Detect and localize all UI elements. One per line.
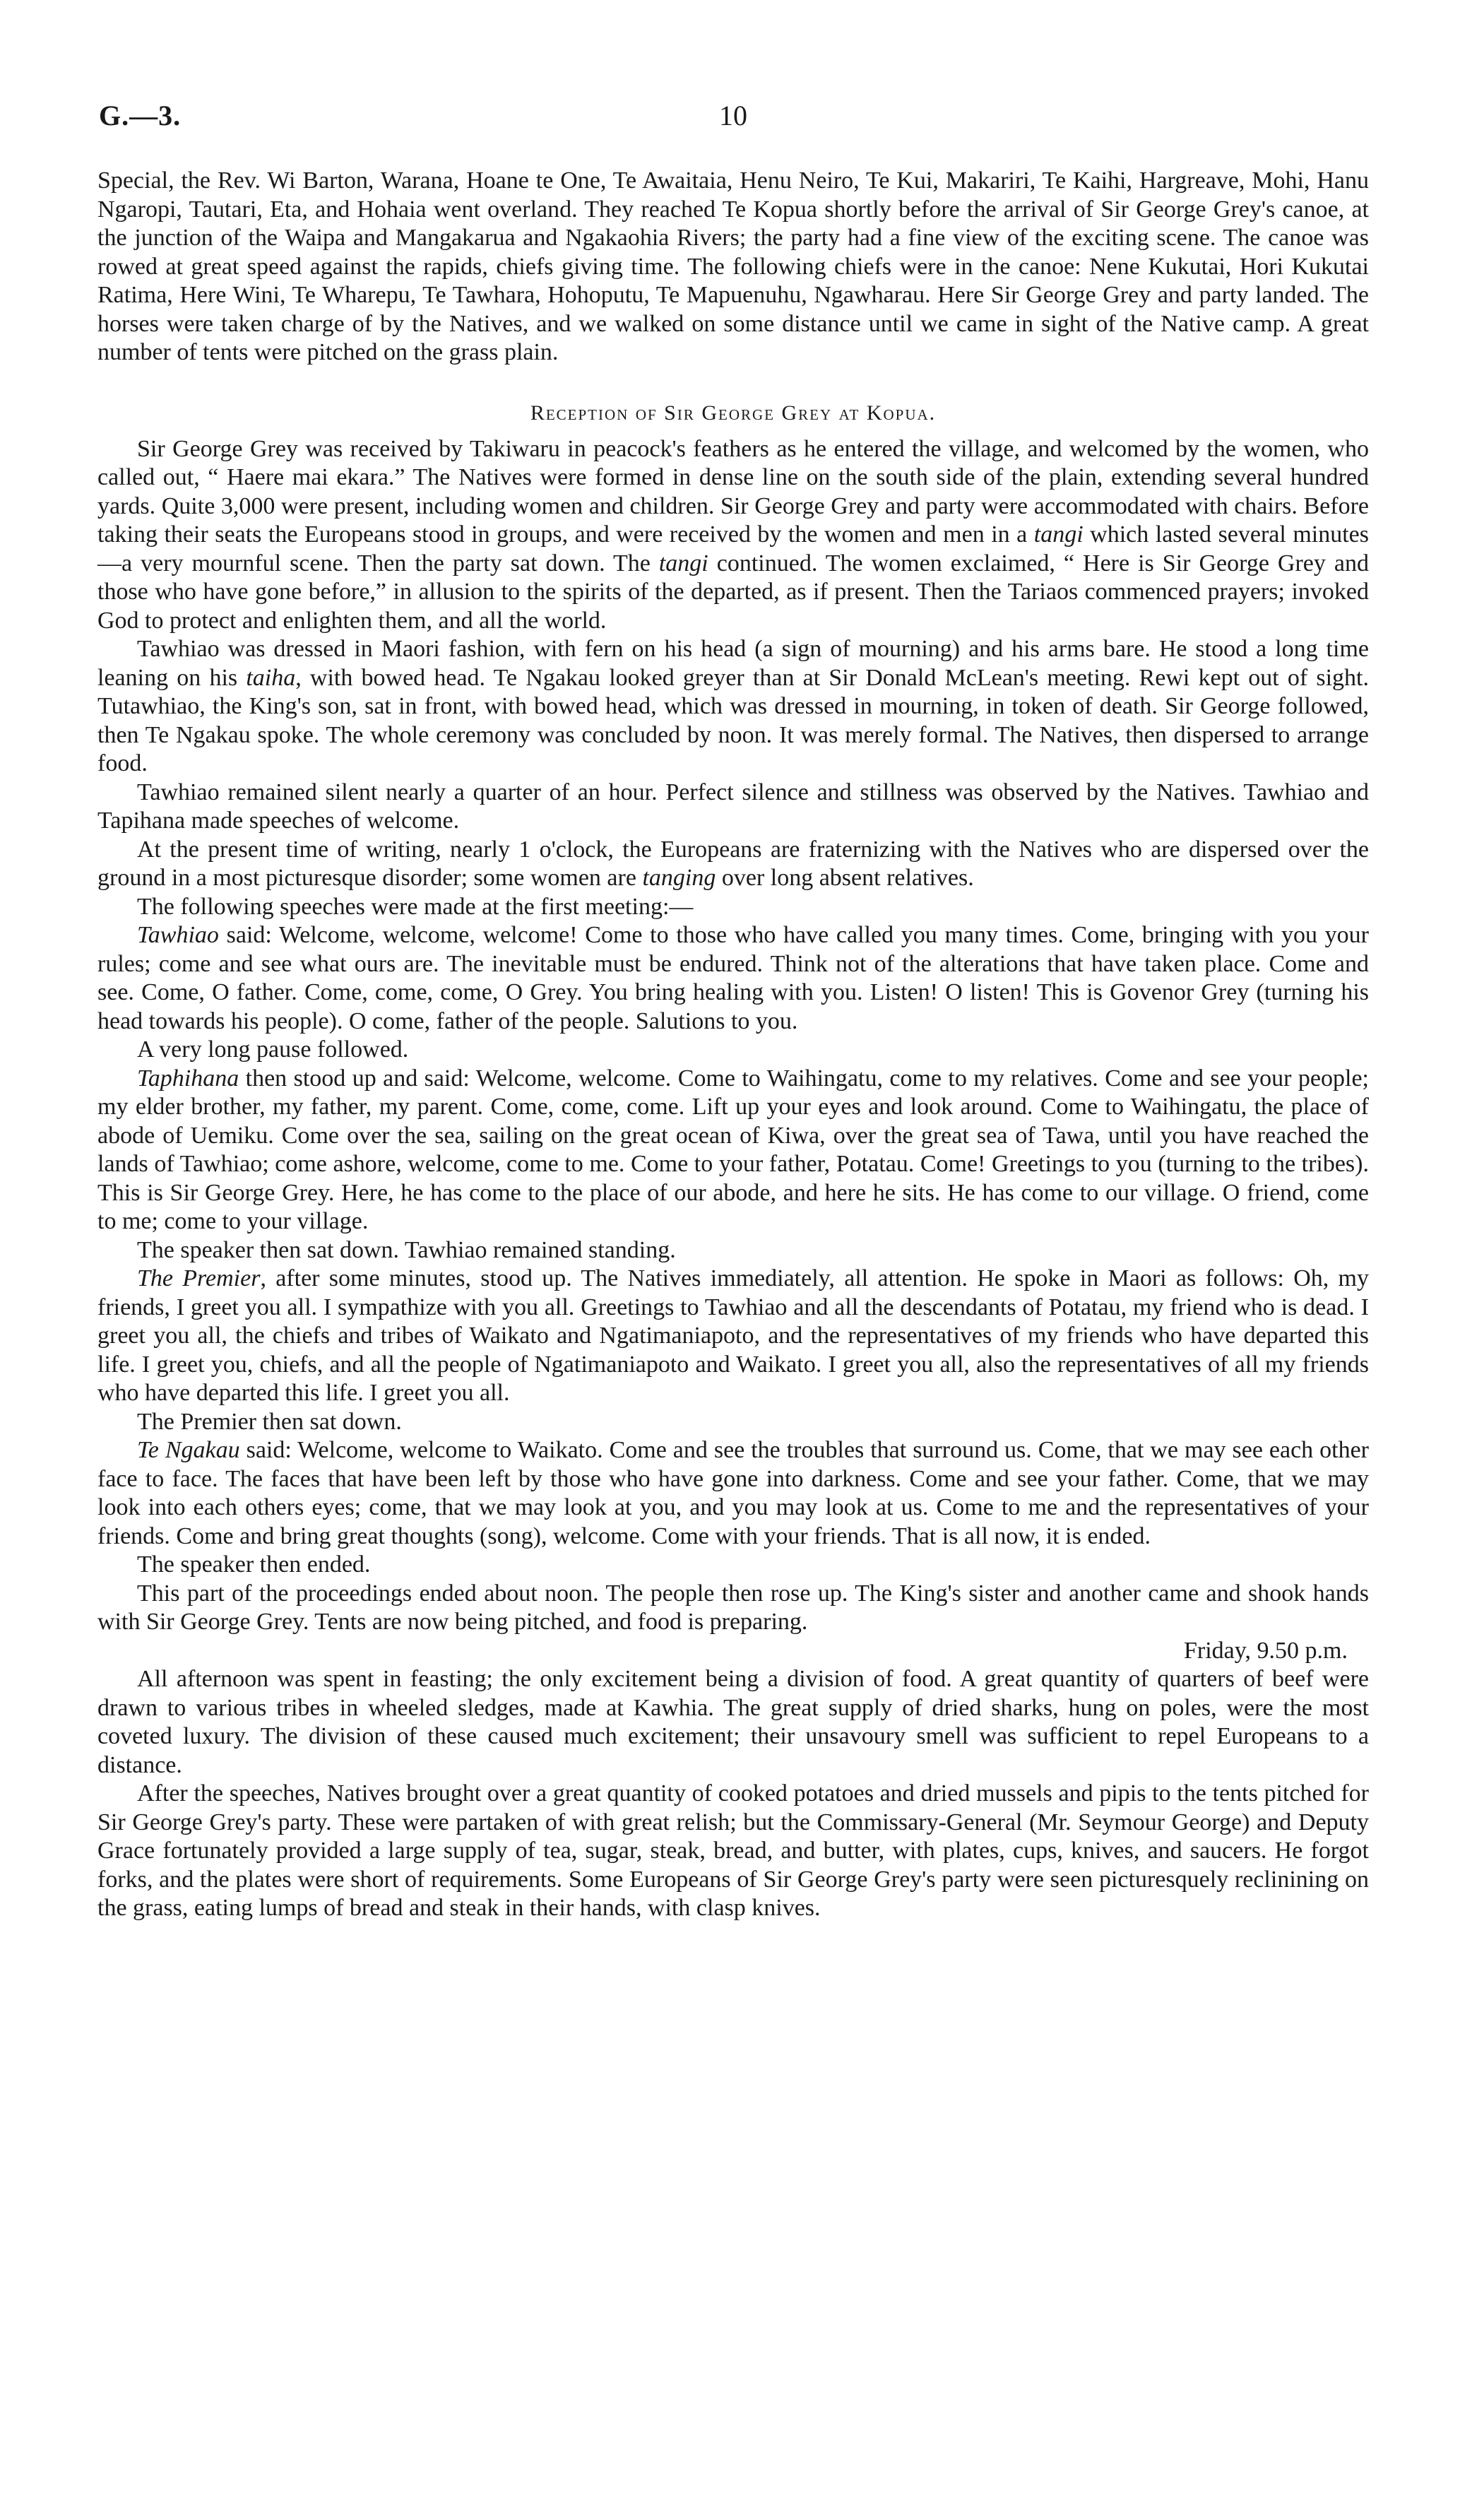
premier-speech: The Premier, after some minutes, stood up. The Natives immediately, all attention. He spoke in Maori as follows: Oh, my friends, I greet you all. I sympathize with you all. Greetings to Tawhiao and all the descendants of Potatau, my friend who is dead. I greet you all, the chiefs and tribes of Waikato and Ngatimaniapoto, and the representatives of my friends who have departed this life. I greet you, chiefs, and all the people of Ngatimaniapoto and Waikato. I greet you all, also the representatives of all my friends who have departed this life. I greet you all. — [97, 1265, 1369, 1406]
tawhiao-speech: Tawhiao said: Welcome, welcome, welcome! Come to those who have called you many times. Come, bringing with you your rules; come and see what ours are. The inevitable must be endured. Think not of the alterations that have taken place. Come and see. Come, O father. Come, come, come, O Grey. You bring healing with you. Listen! O listen! This is Govenor Grey (turning his head towards his people). O come, father of the people. Salutions to you. — [97, 922, 1369, 1034]
speaker-name: Te Ngakau — [137, 1437, 240, 1463]
feasting-paragraph: All afternoon was spent in feasting; the only excitement being a division of food. A great quantity of quarters of beef were drawn to various tribes in wheeled sledges, made at Kawhia. The great supply of dried sharks, hung on poles, were the most coveted luxury. The division of these caused much excitement; their unsavoury smell was sufficient to repel Europeans to a distance. — [97, 1666, 1369, 1778]
speaker-ended-paragraph: The speaker then ended. — [137, 1551, 371, 1578]
tawhiao-dress-paragraph: Tawhiao was dressed in Maori fashion, with fern on his head (a sign of mourning) and his arms bare. He stood a long time leaning on his taiha, with bowed head. Te Ngakau looked greyer than at Sir Donald McLean's meeting. Rewi kept out of sight. Tutawhiao, the King's son, sat in front, with bowed head, which was dressed in mourning, in token of death. Sir George followed, then Te Ngakau spoke. The whole ceremony was concluded by noon. It was merely formal. The Natives, then dispersed to arrange food. — [97, 636, 1369, 776]
te-ngakau-speech: Te Ngakau said: Welcome, welcome to Waikato. Come and see the troubles that surround us. Come, that we may see each other face to face. The faces that have been left by those who have gone into darkness. Come and see your father. Come, that we may look into each others eyes; come, that we may look at you, and you may look at us. Come to me and the representatives of your friends. Come and bring great thoughts (song), welcome. Come with your friends. That is all now, it is ended. — [97, 1437, 1369, 1549]
premier-sat-down-paragraph: The Premier then sat down. — [137, 1408, 402, 1435]
speaker-name: Tawhiao — [137, 922, 219, 948]
page-number: 10 — [719, 100, 747, 131]
page-header — [97, 99, 1369, 148]
provisions-paragraph: After the speeches, Natives brought over a great quantity of cooked potatoes and dried mussels and pipis to the tents pitched for Sir George Grey's party. These were partaken of with great relish; but the Commissary-General (Mr. Seymour George) and Deputy Grace fortunately provided a large supply of tea, sugar, steak, bread, and butter, with plates, cups, knives, and saucers. He forgot forks, and the plates were short of requirements. Some Europeans of Sir George Grey's party were seen picturesquely reclinining on the grass, eating lumps of bread and steak in their hands, with clasp knives. — [97, 1780, 1369, 1921]
silence-paragraph: Tawhiao remained silent nearly a quarter of an hour. Perfect silence and stillness was observed by the Natives. Tawhiao and Tapihana made speeches of welcome. — [97, 779, 1369, 834]
proceedings-ended-paragraph: This part of the proceedings ended about noon. The people then rose up. The King's sister and another came and shook hands with Sir George Grey. Tents are now being pitched, and food is preparing. — [97, 1580, 1369, 1635]
sat-down-paragraph: The speaker then sat down. Tawhiao remained standing. — [137, 1236, 676, 1263]
speeches-intro-paragraph: The following speeches were made at the first meeting:— — [137, 893, 694, 920]
document-reference: G.—3. — [99, 100, 182, 131]
speaker-name: The Premier — [137, 1265, 261, 1291]
speaker-name: Taphihana — [137, 1065, 239, 1092]
reception-paragraph: Sir George Grey was received by Takiwaru in peacock's feathers as he entered the village, and welcomed by the women, who called out, “ Haere mai ekara.” The Natives were formed in dense line on the south side of the plain, extending several hundred yards. Quite 3,000 were present, including women and children. Sir George Grey and party were accommodated with chairs. Before taking their seats the Europeans stood in groups, and were received by the women and men in a tangi which lasted several minutes—a very mournful scene. Then the party sat down. The tangi continued. The women exclaimed, “ Here is Sir George Grey and those who have gone before,” in allusion to the spirits of the departed, as if present. Then the Tariaos commenced prayers; invoked God to protect and enlighten them, and all the world. — [97, 435, 1370, 634]
intro-paragraph: Special, the Rev. Wi Barton, Warana, Hoane te One, Te Awaitaia, Henu Neiro, Te Kui, Makariri, Te Kaihi, Hargreave, Mohi, Hanu Ngaropi, Tautari, Eta, and Hohaia went overland. They reached Te Kopua shortly before the arrival of Sir George Grey's canoe, at the junction of the Waipa and Mangakarua and Ngakaohia Rivers; the party had a fine view of the exciting scene. The canoe was rowed at great speed against the rapids, chiefs giving time. The following chiefs were in the canoe: Nene Kukutai, Hori Kukutai Ratima, Here Wini, Te Wharepu, Te Tawhara, Hohoputu, Te Mapuenuhu, Ngawharau. Here Sir George Grey and party landed. The horses were taken charge of by the Natives, and we walked on some distance until we came in sight of the Native camp. A great number of tents were pitched on the grass plain. — [97, 167, 1369, 365]
section-heading: Reception of Sir George Grey at Kopua. — [530, 401, 937, 425]
document-page — [97, 99, 1369, 2501]
dateline: Friday, 9.50 p.m. — [1183, 1637, 1348, 1664]
pause-paragraph: A very long pause followed. — [137, 1036, 409, 1063]
fraternizing-paragraph: At the present time of writing, nearly 1 o'clock, the Europeans are fraternizing with the Natives who are dispersed over the ground in a most picturesque disorder; some women are tanging over long absent relatives. — [97, 836, 1369, 891]
taphihana-speech: Taphihana then stood up and said: Welcome, welcome. Come to Waihingatu, come to my relatives. Come and see your people; my elder brother, my father, my parent. Come, come, come. Lift up your eyes and look around. Come to Waihingatu, the place of abode of Uemiku. Come over the sea, sailing on the great ocean of Kiwa, over the great sea of Tawa, until you have reached the lands of Tawhiao; come ashore, welcome, come to me. Come to your father, Potatau. Come! Greetings to you (turning to the tribes). This is Sir George Grey. Here, he has come to the place of our abode, and here he sits. He has come to our village. O friend, come to me; come to your village. — [97, 1065, 1369, 1234]
